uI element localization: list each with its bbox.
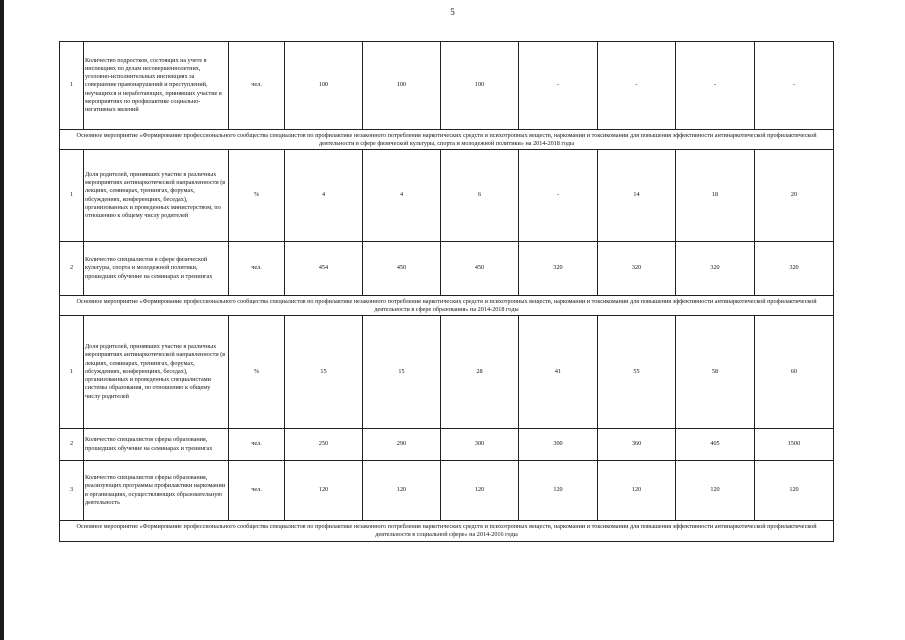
indicator-name: Количество специалистов сферы образования, реализующих программы профилактики наркомании в организациях, осуществляющих образовательную деятельность (84, 461, 229, 521)
value-cell: 120 (676, 461, 755, 521)
value-cell: 1500 (755, 429, 834, 461)
value-cell: 450 (363, 242, 441, 296)
value-cell: - (676, 42, 755, 130)
value-cell: 55 (598, 316, 676, 429)
row-number: 2 (60, 242, 84, 296)
value-cell: 100 (441, 42, 519, 130)
value-cell: 4 (285, 150, 363, 242)
indicator-name: Доля родителей, принявших участие в различных мероприятиях антинаркотической направленности (в лекциях, семинарах, тренингах, форумах, обсуждениях, конференциях, беседах), организованных и проведенных специалистами системы образования, по отношению к общему числу родителей (84, 316, 229, 429)
value-cell: - (755, 42, 834, 130)
table-row (60, 42, 834, 130)
value-cell: 250 (285, 429, 363, 461)
value-cell: 120 (285, 461, 363, 521)
value-cell: 100 (363, 42, 441, 130)
value-cell: 6 (441, 150, 519, 242)
table-row (60, 316, 834, 429)
value-cell: - (519, 42, 598, 130)
value-cell: 360 (598, 429, 676, 461)
value-cell: 300 (519, 429, 598, 461)
value-cell: 290 (363, 429, 441, 461)
row-number: 1 (60, 150, 84, 242)
value-cell: 300 (441, 429, 519, 461)
scan-left-border (0, 0, 4, 640)
indicator-unit: чел. (229, 42, 285, 130)
row-number: 2 (60, 429, 84, 461)
value-cell: 320 (519, 242, 598, 296)
value-cell: 15 (285, 316, 363, 429)
value-cell: - (598, 42, 676, 130)
section-title: Основное мероприятие «Формирование профессионального сообщества специалистов по профилактике незаконного потребления наркотических средств и психотропных веществ, наркомании и токсикомании для повышения эффективности антинаркотической профилактической деятельности в социальной сфере» на 2014-2016 годы (60, 521, 834, 542)
section-row (60, 521, 834, 542)
value-cell: 18 (676, 150, 755, 242)
indicators-table (59, 41, 834, 542)
indicator-unit: чел. (229, 461, 285, 521)
indicator-name: Доля родителей, принявших участие в различных мероприятиях антинаркотической направленности (в лекциях, семинарах, тренингах, форумах, обсуждениях, конференциях, беседах), организованных и проведенных министерством, по отношению к общему числу родителей (84, 150, 229, 242)
table-row (60, 242, 834, 296)
section-title: Основное мероприятие «Формирование профессионального сообщества специалистов по профилактике незаконного потребления наркотических средств и психотропных веществ, наркомании и токсикомании для повышения эффективности антинаркотической профилактической деятельности в сфере физической культуры, спорта и молодежной политики» на 2014-2018 годы (60, 130, 834, 150)
table-row (60, 150, 834, 242)
table-row (60, 429, 834, 461)
value-cell: 320 (598, 242, 676, 296)
value-cell: 120 (363, 461, 441, 521)
value-cell: 320 (755, 242, 834, 296)
value-cell: 454 (285, 242, 363, 296)
indicator-unit: % (229, 316, 285, 429)
value-cell: 60 (755, 316, 834, 429)
value-cell: 15 (363, 316, 441, 429)
value-cell: 58 (676, 316, 755, 429)
row-number: 1 (60, 42, 84, 130)
section-row (60, 130, 834, 150)
section-title: Основное мероприятие «Формирование профессионального сообщества специалистов по профилактике незаконного потребления наркотических средств и психотропных веществ, наркомании и токсикомании для повышения эффективности антинаркотической профилактической деятельности в сфере образования» на 2014-2018 годы (60, 296, 834, 316)
section-row (60, 296, 834, 316)
indicator-name: Количество подростков, состоящих на учете в инспекциях по делам несовершеннолетних, уголовно-исполнительных инспекциях за совершение правонарушений и преступлений, неучащихся и неработающих, принявших участие в мероприятиях по профилактике социально-негативных явлений (84, 42, 229, 130)
value-cell: 120 (755, 461, 834, 521)
value-cell: 120 (598, 461, 676, 521)
table-row (60, 461, 834, 521)
value-cell: 4 (363, 150, 441, 242)
value-cell: 20 (755, 150, 834, 242)
value-cell: 120 (441, 461, 519, 521)
value-cell: 405 (676, 429, 755, 461)
row-number: 3 (60, 461, 84, 521)
value-cell: 450 (441, 242, 519, 296)
indicator-unit: % (229, 150, 285, 242)
value-cell: 100 (285, 42, 363, 130)
page-number: 5 (450, 7, 455, 17)
value-cell: 28 (441, 316, 519, 429)
indicator-name: Количество специалистов в сфере физической культуры, спорта и молодежной политики, прошедших обучение на семинарах и тренингах (84, 242, 229, 296)
value-cell: 14 (598, 150, 676, 242)
row-number: 1 (60, 316, 84, 429)
indicator-name: Количество специалистов сферы образования, прошедших обучение на семинарах и тренингах (84, 429, 229, 461)
indicator-unit: чел. (229, 429, 285, 461)
value-cell: 120 (519, 461, 598, 521)
value-cell: 41 (519, 316, 598, 429)
indicator-unit: чел. (229, 242, 285, 296)
value-cell: - (519, 150, 598, 242)
value-cell: 320 (676, 242, 755, 296)
